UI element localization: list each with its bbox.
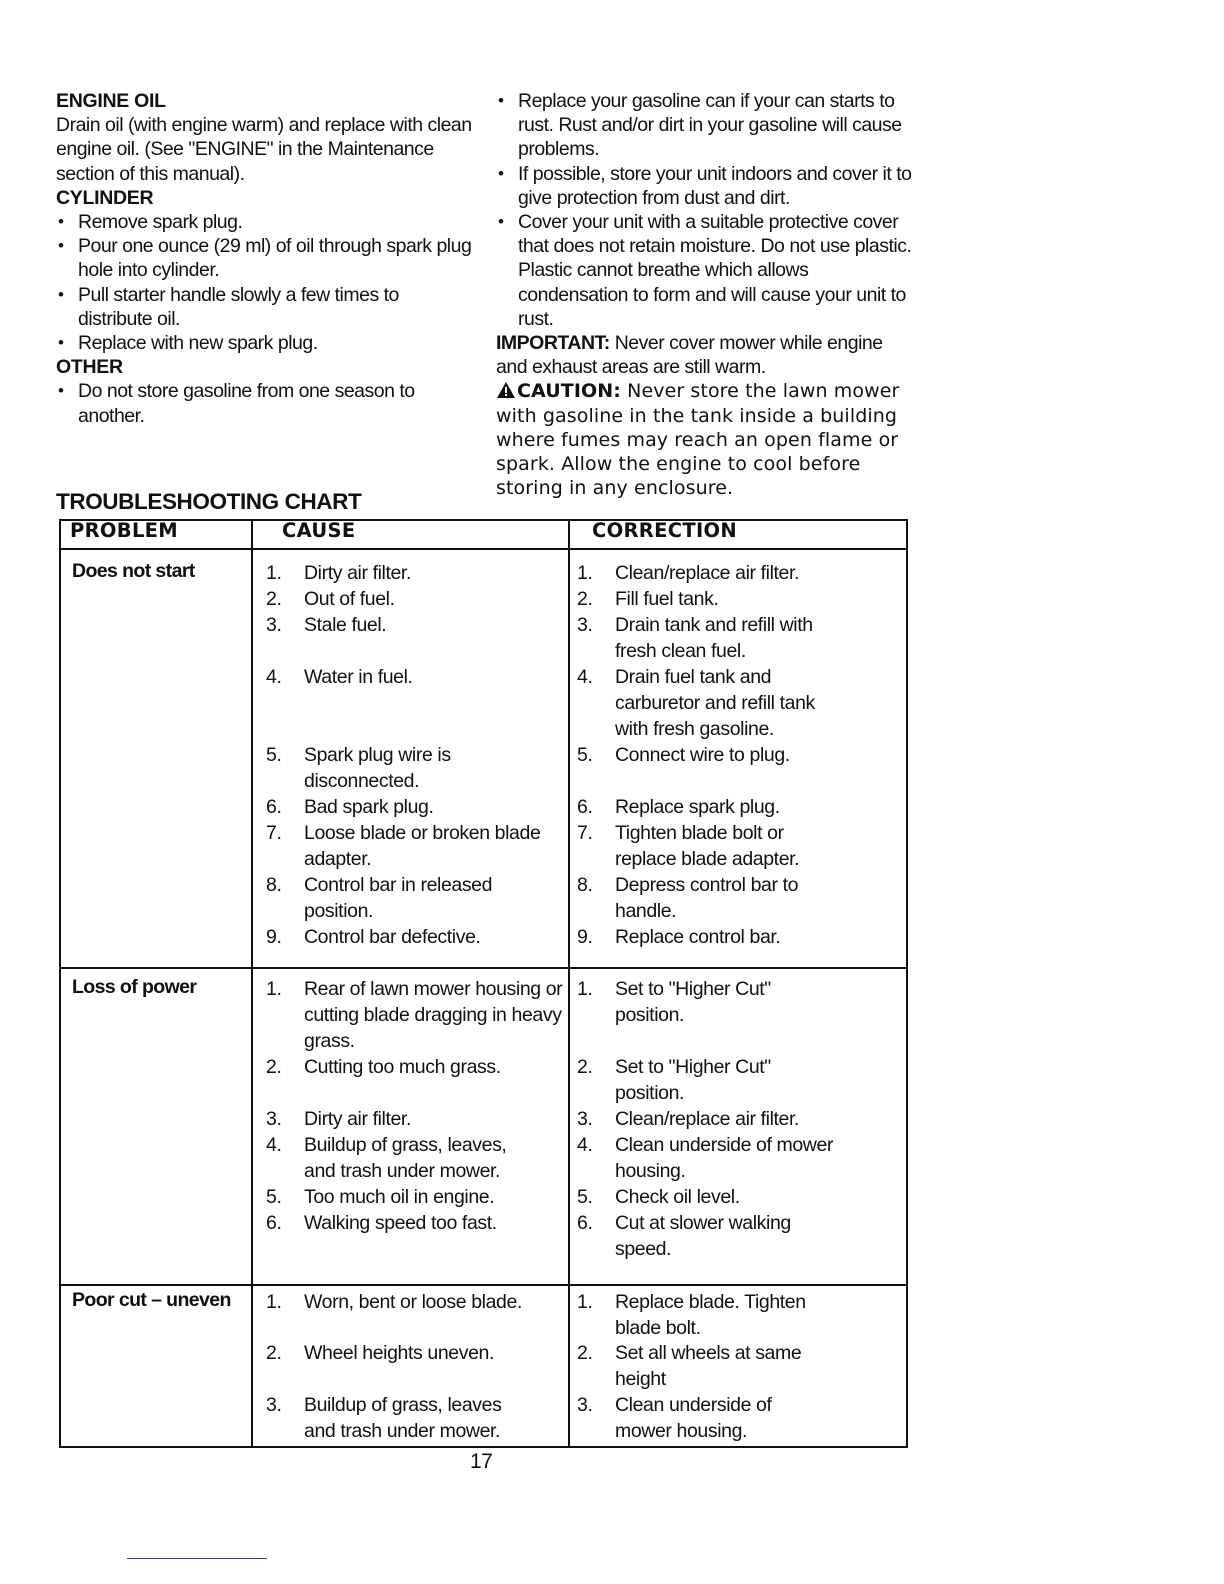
- cause-text: Walking speed too fast.: [304, 1212, 497, 1234]
- correction-text: Replace control bar.: [615, 926, 781, 948]
- list-item: • Do not store gasoline from one season to another.: [56, 379, 476, 427]
- item-number: 3.: [266, 1394, 282, 1416]
- item-number: 5.: [577, 744, 593, 766]
- item-number: 1.: [266, 978, 282, 1000]
- item-number: 2.: [266, 1342, 282, 1364]
- cause-text: Rear of lawn mower housing or cutting blade dragging in heavy grass.: [304, 978, 563, 1052]
- cause-text: Worn, bent or loose blade.: [304, 1291, 522, 1313]
- correction-text: Replace blade. Tighten blade bolt.: [615, 1291, 806, 1339]
- item-number: 3.: [577, 1394, 593, 1416]
- warning-triangle-icon: [496, 381, 516, 399]
- important-text: Never cover mower while engine and exhaust areas are still warm.: [496, 332, 883, 379]
- problem-label: Does not start: [72, 560, 195, 582]
- other-list: [56, 379, 476, 427]
- item-number: 2.: [266, 588, 282, 610]
- list-item: • Pour one ounce (29 ml) of oil through spark plug hole into cylinder.: [56, 234, 476, 282]
- item-number: 3.: [266, 1108, 282, 1130]
- item-number: 4.: [266, 1134, 282, 1156]
- item-number: 2.: [266, 1056, 282, 1078]
- row-divider: [59, 1284, 908, 1286]
- item-number: 4.: [266, 666, 282, 688]
- header-cause: CAUSE: [282, 519, 356, 542]
- correction-text: Clean/replace air filter.: [615, 562, 800, 584]
- correction-text: Check oil level.: [615, 1186, 740, 1208]
- cause-text: Spark plug wire is disconnected.: [304, 744, 451, 792]
- item-number: 1.: [577, 978, 593, 1000]
- correction-text: Tighten blade bolt or replace blade adapter.: [615, 822, 800, 870]
- problem-label: Loss of power: [72, 976, 197, 998]
- cause-text: Wheel heights uneven.: [304, 1342, 494, 1364]
- item-number: 3.: [577, 1108, 593, 1130]
- correction-text: Replace spark plug.: [615, 796, 780, 818]
- item-number: 5.: [266, 744, 282, 766]
- cause-text: Control bar in released position.: [304, 874, 493, 922]
- engine-oil-text: Drain oil (with engine warm) and replace with clean engine oil. (See "ENGINE" in the Maintenance section of this manual).: [56, 114, 472, 185]
- correction-text: Set all wheels at same height: [615, 1342, 802, 1390]
- header-correction: CORRECTION: [592, 519, 738, 542]
- item-number: 3.: [577, 614, 593, 636]
- correction-text: Connect wire to plug.: [615, 744, 790, 766]
- item-number: 4.: [577, 1134, 593, 1156]
- cause-text: Cutting too much grass.: [304, 1056, 501, 1078]
- important-label: IMPORTANT:: [496, 332, 610, 355]
- list-item: • Cover your unit with a suitable protective cover that does not retain moisture. Do not use plastic. Plastic cannot breathe which allows condensation to form and will cause your unit to rust.: [496, 210, 916, 331]
- list-item: • Replace your gasoline can if your can starts to rust. Rust and/or dirt in your gasoline will cause problems.: [496, 89, 916, 162]
- item-number: 3.: [266, 614, 282, 636]
- caution-text: Never store the lawn mower with gasoline in the tank inside a building where fumes may reach an open flame or spark. Allow the engine to cool before storing in any enclosure.: [496, 380, 900, 500]
- list-item: • If possible, store your unit indoors and cover it to give protection from dust and dirt.: [496, 162, 916, 210]
- caution-label: CAUTION:: [517, 380, 621, 403]
- correction-text: Cut at slower walking speed.: [615, 1212, 791, 1260]
- item-number: 1.: [577, 562, 593, 584]
- item-number: 2.: [577, 1056, 593, 1078]
- cause-text: Water in fuel.: [304, 666, 413, 688]
- cause-text: Control bar defective.: [304, 926, 481, 948]
- cylinder-heading: CYLINDER: [56, 186, 154, 209]
- item-number: 4.: [577, 666, 593, 688]
- list-item: • Pull starter handle slowly a few times to distribute oil.: [56, 283, 476, 331]
- correction-text: Depress control bar to handle.: [615, 874, 799, 922]
- correction-text: Clean underside of mower housing.: [615, 1134, 834, 1182]
- item-number: 6.: [577, 1212, 593, 1234]
- correction-text: Set to "Higher Cut" position.: [615, 978, 771, 1026]
- left-column: [56, 89, 476, 428]
- cause-text: Dirty air filter.: [304, 1108, 411, 1130]
- cause-text: Too much oil in engine.: [304, 1186, 495, 1208]
- important-note: [496, 331, 916, 379]
- item-number: 8.: [266, 874, 282, 896]
- caution-note: [496, 379, 916, 500]
- item-number: 5.: [577, 1186, 593, 1208]
- item-number: 9.: [266, 926, 282, 948]
- item-number: 6.: [266, 796, 282, 818]
- column-divider: [251, 519, 253, 1448]
- item-number: 2.: [577, 1342, 593, 1364]
- cause-text: Out of fuel.: [304, 588, 395, 610]
- cause-text: Loose blade or broken blade adapter.: [304, 822, 541, 870]
- header-divider: [59, 548, 908, 550]
- item-number: 6.: [577, 796, 593, 818]
- storage-list: [496, 89, 916, 331]
- item-number: 1.: [266, 1291, 282, 1313]
- cause-text: Dirty air filter.: [304, 562, 411, 584]
- cause-text: Buildup of grass, leaves, and trash under mower.: [304, 1134, 507, 1182]
- footer-rule: [127, 1558, 267, 1559]
- item-number: 8.: [577, 874, 593, 896]
- correction-text: Clean underside of mower housing.: [615, 1394, 772, 1442]
- engine-oil-heading: ENGINE OIL: [56, 90, 166, 112]
- page-number: 17: [470, 1450, 493, 1473]
- right-column: [496, 89, 916, 500]
- cause-text: Buildup of grass, leaves and trash under mower.: [304, 1394, 502, 1442]
- item-number: 2.: [577, 588, 593, 610]
- item-number: 1.: [266, 562, 282, 584]
- item-number: 7.: [266, 822, 282, 844]
- correction-text: Set to "Higher Cut" position.: [615, 1056, 771, 1104]
- item-number: 7.: [577, 822, 593, 844]
- item-number: 5.: [266, 1186, 282, 1208]
- item-number: 6.: [266, 1212, 282, 1234]
- list-item: • Replace with new spark plug.: [56, 331, 476, 355]
- troubleshooting-title: TROUBLESHOOTING CHART: [56, 489, 362, 514]
- item-number: 9.: [577, 926, 593, 948]
- correction-text: Clean/replace air filter.: [615, 1108, 800, 1130]
- correction-text: Drain fuel tank and carburetor and refill tank with fresh gasoline.: [615, 666, 815, 740]
- problem-label: Poor cut – uneven: [72, 1289, 231, 1311]
- other-heading: OTHER: [56, 356, 123, 379]
- cause-text: Bad spark plug.: [304, 796, 434, 818]
- row-divider: [59, 967, 908, 969]
- header-problem: PROBLEM: [70, 519, 178, 542]
- correction-text: Fill fuel tank.: [615, 588, 719, 610]
- cause-text: Stale fuel.: [304, 614, 387, 636]
- correction-text: Drain tank and refill with fresh clean fuel.: [615, 614, 813, 662]
- item-number: 1.: [577, 1291, 593, 1313]
- cylinder-list: [56, 210, 476, 355]
- list-item: • Remove spark plug.: [56, 210, 476, 234]
